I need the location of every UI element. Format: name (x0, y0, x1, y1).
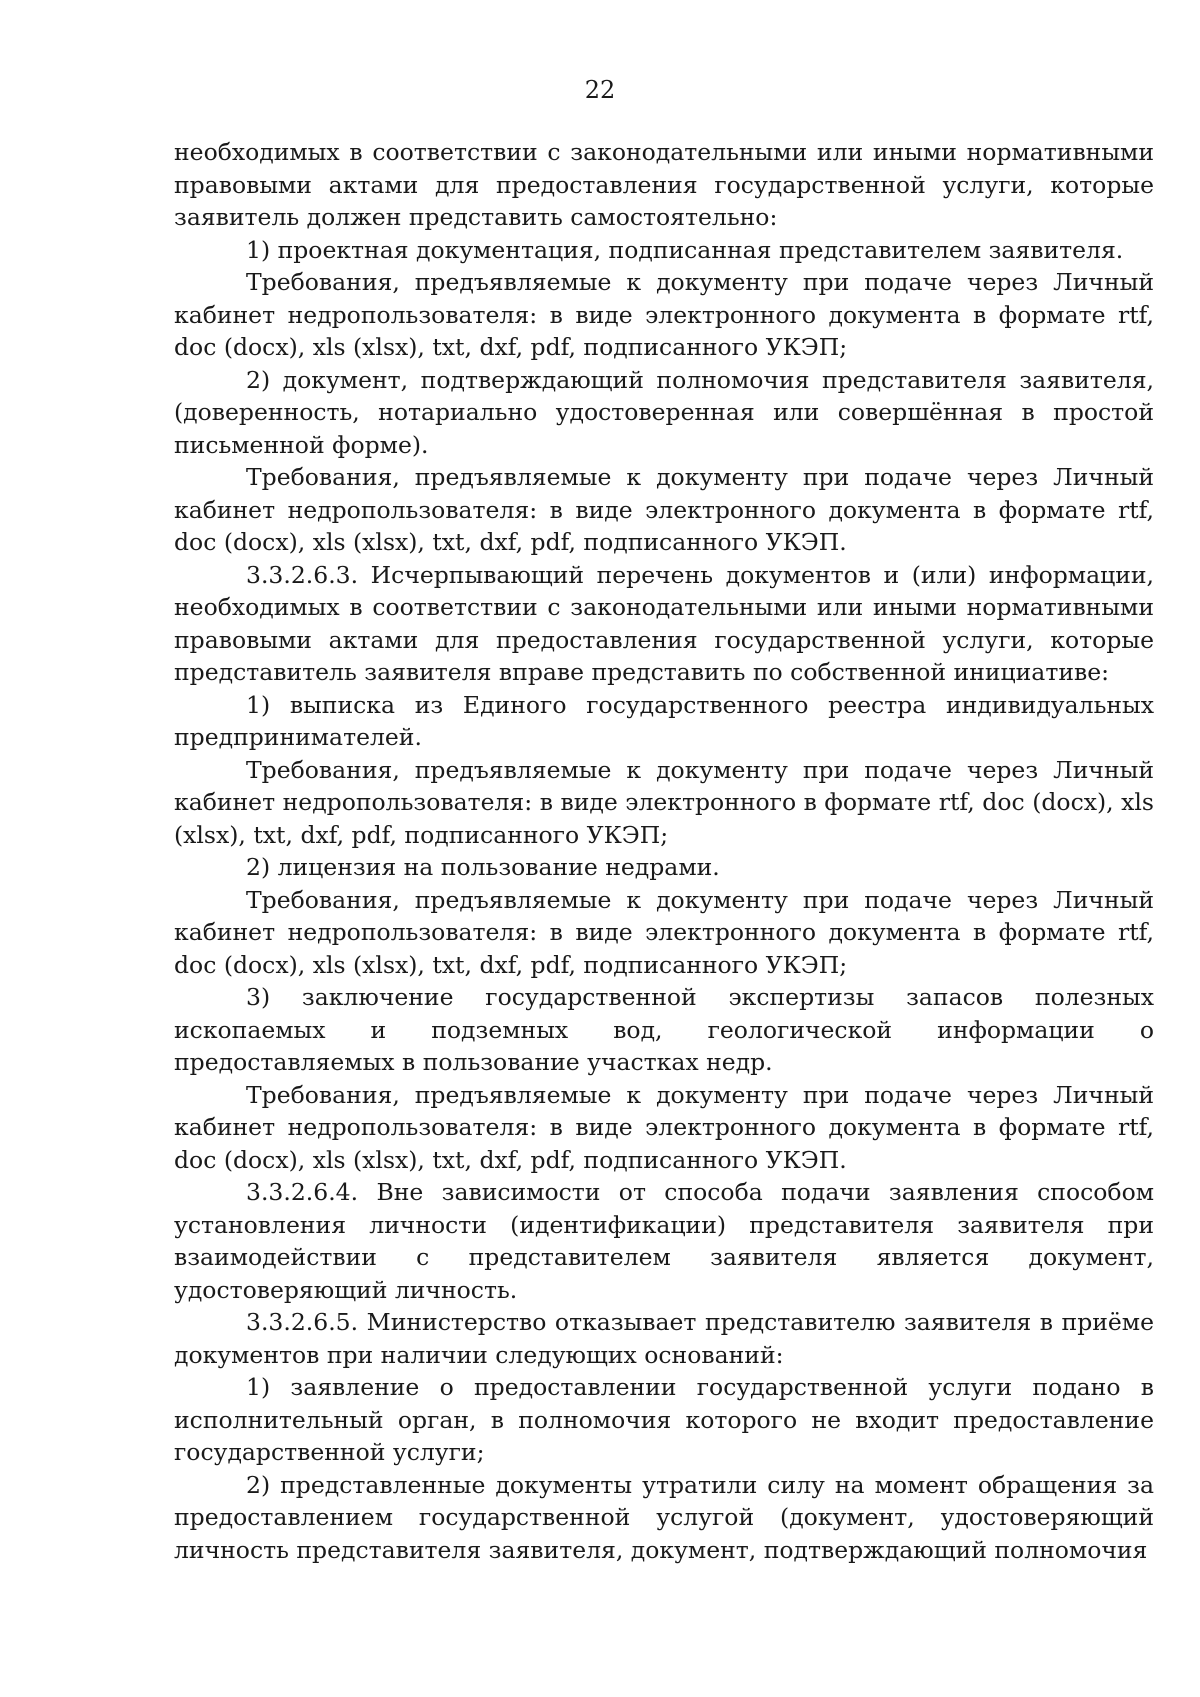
requirements-paragraph: Требования, предъявляемые к документу при подаче через Личный кабинет недропользователя: в виде электронного документа в формате rtf, doc (docx), xls (xlsx), txt, dxf, pdf, подписанного УКЭП; (174, 885, 1154, 979)
refusal-ground-1: 1) заявление о предоставлении государственной услуги подано в исполнительный орган, в полномочия которого не входит предоставление государственной услуги; (174, 1373, 1154, 1466)
refusal-ground-2: 2) представленные документы утратили силу на момент обращения за предоставлением государственной услугой (документ, удостоверяющий личность представителя заявителя, документ, подтверждающий полномочия (174, 1470, 1154, 1564)
document-body (174, 136, 1154, 1566)
paragraph-continuation: необходимых в соответствии с законодательными или иными нормативными правовыми актами для предоставления государственной услуги, которые заявитель должен представить самостоятельно: (174, 138, 1154, 231)
list-item-registry-extract: 1) выписка из Единого государственного реестра индивидуальных предпринимателей. (174, 690, 1154, 751)
section-3-3-2-6-4: 3.3.2.6.4. Вне зависимости от способа подачи заявления способом установления личности (идентификации) представителя заявителя при взаимодействии с представителем заявителя является документ, удостоверяющий личность. (174, 1178, 1154, 1304)
requirements-paragraph: Требования, предъявляемые к документу при подаче через Личный кабинет недропользователя: в виде электронного документа в формате rtf, doc (docx), xls (xlsx), txt, dxf, pdf, подписанного УКЭП. (174, 1080, 1154, 1174)
requirements-paragraph: Требования, предъявляемые к документу при подаче через Личный кабинет недропользователя: в виде электронного документа в формате rtf, doc (docx), xls (xlsx), txt, dxf, pdf, подписанного УКЭП; (174, 268, 1154, 361)
list-item-state-expertise: 3) заключение государственной экспертизы запасов полезных ископаемых и подземных вод, геологической информации о предоставляемых в пользование участках недр. (174, 983, 1154, 1076)
section-3-3-2-6-3: 3.3.2.6.3. Исчерпывающий перечень документов и (или) информации, необходимых в соответствии с законодательными или иными нормативными правовыми актами для предоставления государственной услуги, которые представитель заявителя вправе представить по собственной инициативе: (174, 560, 1154, 686)
page-number: 22 (584, 76, 616, 104)
list-item-project-documentation: 1) проектная документация, подписанная представителем заявителя. (246, 235, 1124, 264)
requirements-paragraph: Требования, предъявляемые к документу при подаче через Личный кабинет недропользователя: в виде электронного документа в формате rtf, doc (docx), xls (xlsx), txt, dxf, pdf, подписанного УКЭП. (174, 463, 1154, 556)
list-item-subsoil-license: 2) лицензия на пользование недрами. (246, 853, 720, 881)
list-item-power-of-attorney: 2) документ, подтверждающий полномочия представителя заявителя, (доверенность, нотариально удостоверенная или совершённая в простой письменной форме). (174, 365, 1154, 459)
requirements-paragraph: Требования, предъявляемые к документу при подаче через Личный кабинет недропользователя: в виде электронного в формате rtf, doc (docx), xls (xlsx), txt, dxf, pdf, подписанного УКЭП; (174, 755, 1154, 849)
section-3-3-2-6-5: 3.3.2.6.5. Министерство отказывает представителю заявителя в приёме документов при наличии следующих оснований: (174, 1308, 1154, 1369)
